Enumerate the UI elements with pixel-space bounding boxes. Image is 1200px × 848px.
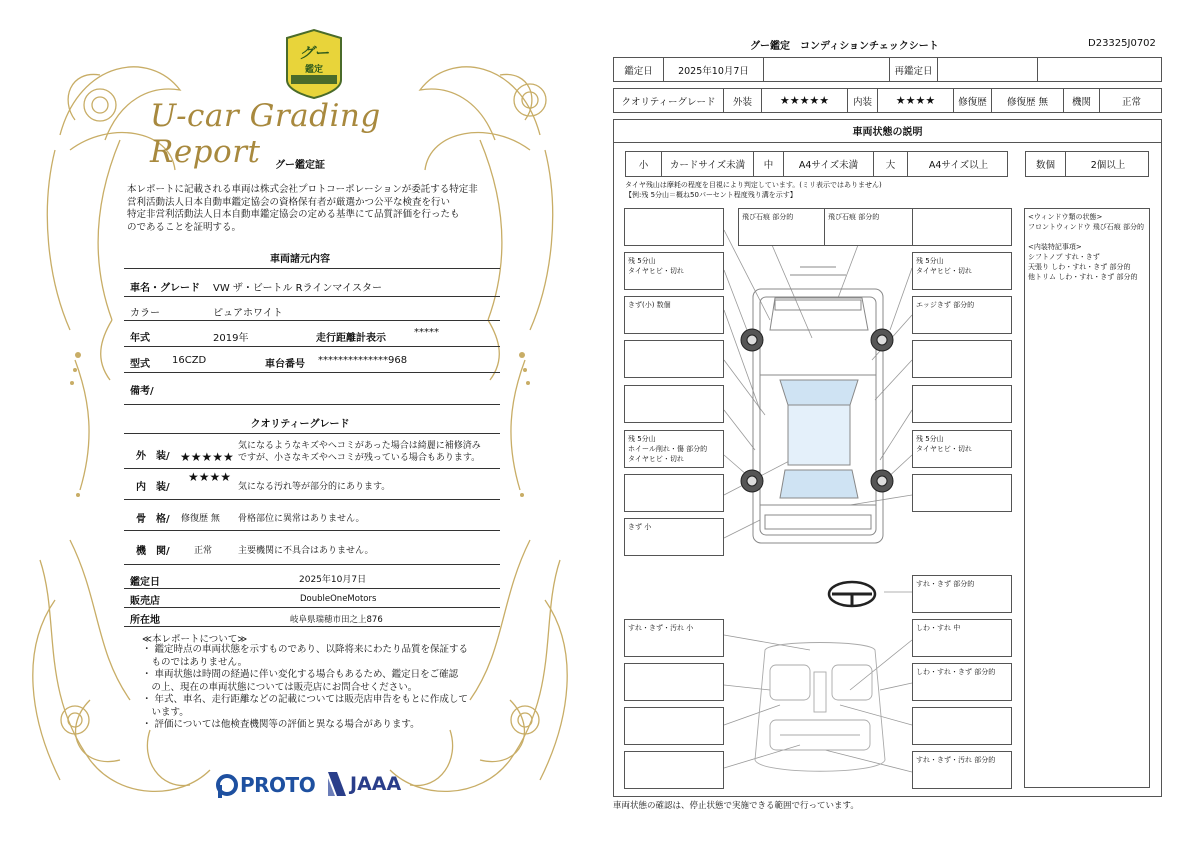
chassis-value: **************968	[318, 355, 408, 366]
legend-large-desc: A4サイズ以上	[928, 160, 989, 171]
legend-count-desc: 2個以上	[1090, 160, 1126, 171]
mark-box	[624, 663, 724, 701]
mark-box	[624, 751, 724, 789]
interior-desc: 気になる汚れ等が部分的にあります。	[238, 482, 391, 492]
color-value: ピュアホワイト	[213, 308, 283, 319]
mark-text: 残 5分山	[916, 435, 944, 443]
engine-value: 正常	[194, 546, 213, 556]
tire-note-line: 【例:残 5分山＝概ね50パーセント程度残り溝を示す】	[625, 191, 797, 199]
side-note-line: フロントウィンドウ 飛び石痕 部分的	[1028, 223, 1145, 231]
note-line: ・ 年式、車名、走行距離などの記載については販売店申告をもとに作成して	[142, 694, 468, 705]
frame-label: 骨 格/	[136, 514, 170, 525]
badge-sub-text: 鑑定	[304, 65, 323, 75]
side-note-line: 他トリム しわ・すれ・きず 部分的	[1028, 273, 1138, 281]
legend-count: 数個	[1026, 152, 1066, 176]
intro-line: のであることを証明する。	[127, 221, 242, 233]
sheet-interior-stars: ★★★★	[878, 89, 954, 112]
mileage-value: *****	[414, 327, 439, 338]
mark-text: ホイール削れ・傷 部分的	[628, 445, 708, 453]
tire-note-line: タイヤ残山は摩耗の程度を目視により判定しています。(ミリ表示ではありません)	[625, 181, 882, 189]
certificate-heading: グー鑑定証	[275, 160, 325, 171]
mark-box-right-edge	[912, 296, 1012, 334]
legend-medium: 中	[754, 152, 784, 176]
mark-text: タイヤヒビ・切れ	[628, 267, 684, 275]
note-line: ・ 評価については他検査機関等の評価と異なる場合があります。	[142, 719, 420, 730]
sheet-title: グー鑑定 コンディションチェックシート	[750, 41, 939, 52]
model-label: 型式	[130, 359, 150, 370]
side-notes	[1024, 208, 1150, 788]
exterior-desc-line: ですが、小さなキズやヘコミが残っている場合もあります。	[238, 453, 481, 463]
remarks-label: 備考/	[130, 386, 154, 397]
doc-id: D23325J0702	[1088, 38, 1156, 49]
spec-heading: 車両諸元内容	[270, 254, 330, 265]
engine-desc: 主要機関に不具合はありません。	[238, 546, 374, 556]
mark-text: きず 小	[628, 523, 652, 531]
mark-text: しわ・すれ 中	[916, 624, 961, 632]
report-script-title: U-car Grading Report	[150, 98, 381, 170]
sheet-date-value: 2025年10月7日	[664, 58, 764, 81]
exterior-desc	[238, 440, 481, 464]
notes-list	[142, 644, 492, 732]
location-value: 岐阜県瑞穂市田之上876	[290, 615, 383, 625]
side-note-line	[1028, 232, 1146, 242]
mark-box-left-tire-front	[624, 252, 724, 290]
color-label: カラー	[130, 308, 160, 319]
note-line: の上、現在の車両状態については販売店にお問合せください。	[142, 681, 418, 693]
jaaa-logo-text: JAAA	[350, 773, 402, 795]
sheet-footer: 車両状態の確認は、停止状態で実施できる範囲で行っています。	[613, 801, 859, 811]
notes-heading: ≪本レポートについて≫	[142, 634, 248, 645]
sheet-date-label: 鑑定日	[614, 58, 664, 81]
date-label: 鑑定日	[130, 577, 160, 588]
exterior-stars: ★★★★★	[180, 450, 234, 464]
sheet-engine-label: 機関	[1064, 89, 1100, 112]
frame-desc: 骨格部位に異常はありません。	[238, 514, 365, 524]
jaaa-logo-icon	[326, 770, 348, 798]
mark-box	[912, 340, 1012, 378]
mark-box-front-right-top	[824, 208, 924, 246]
location-label: 所在地	[130, 615, 160, 626]
mileage-label: 走行距離計表示	[316, 333, 386, 344]
repair-label: 修復歴	[954, 89, 992, 112]
side-note-line: シフトノブ すれ・きず	[1028, 253, 1100, 261]
intro-line: 営利活動法人日本自動車鑑定協会の資格保有者が厳選かつ公平な検査を行い	[127, 196, 451, 208]
name-value: VW ザ・ビートル Rラインマイスター	[213, 283, 383, 294]
sheet-exterior-stars: ★★★★★	[762, 89, 848, 112]
interior-label: 内 装/	[136, 482, 170, 493]
year-label: 年式	[130, 333, 150, 344]
certificate-intro	[127, 184, 495, 234]
dealer-label: 販売店	[130, 596, 160, 607]
exterior-label: 外 装/	[136, 451, 170, 462]
mark-box	[912, 208, 1012, 246]
mark-box-left-rear	[624, 518, 724, 556]
frame-value: 修復歴 無	[181, 514, 220, 524]
engine-label: 機 関/	[136, 546, 170, 557]
mark-box-seat-right-bottom	[912, 751, 1012, 789]
sheet-exterior-label: 外装	[724, 89, 762, 112]
mark-box	[624, 208, 724, 246]
note-line: います。	[142, 706, 189, 718]
note-line: ものではありません。	[142, 656, 248, 668]
mark-text: すれ・きず 部分的	[916, 580, 975, 588]
mark-text: すれ・きず・汚れ 小	[628, 624, 694, 632]
date-value: 2025年10月7日	[299, 575, 367, 585]
mark-box	[624, 340, 724, 378]
legend-large: 大	[874, 152, 908, 176]
intro-line: 特定非営利活動法人日本自動車鑑定協会の定める基準にて品質評価を行ったも	[127, 209, 460, 220]
model-value: 16CZD	[172, 355, 207, 366]
mark-text: 残 5分山	[916, 257, 944, 265]
proto-logo-icon	[214, 772, 240, 798]
mark-box-seat-right-1	[912, 619, 1012, 657]
proto-logo-text: PROTO	[240, 773, 316, 797]
grade-label: クオリティーグレード	[614, 89, 724, 112]
mark-text: しわ・すれ・きず 部分的	[916, 668, 996, 676]
intro-line: 本レポートに記載される車両は株式会社プロトコーポレーションが委託する特定非	[127, 184, 478, 195]
exterior-desc-line: 気になるようなキズやヘコミがあった場合は綺麗に補修済み	[238, 441, 481, 451]
mark-box	[912, 707, 1012, 745]
mark-box	[624, 385, 724, 423]
mark-text: 飛び石痕 部分的	[742, 213, 794, 221]
condition-check-sheet	[600, 0, 1200, 848]
condition-heading: 車両状態の説明	[613, 119, 1162, 143]
mark-text: タイヤヒビ・切れ	[916, 267, 972, 275]
legend-medium-desc: A4サイズ未満	[784, 152, 874, 176]
side-note-line: <ウィンドウ類の状態>	[1028, 213, 1103, 221]
interior-stars: ★★★★	[188, 470, 232, 484]
mark-box-right-tire-rear	[912, 430, 1012, 468]
dealer-value: DoubleOneMotors	[300, 594, 377, 604]
chassis-label: 車台番号	[265, 359, 305, 370]
mark-text: 残 5分山	[628, 435, 656, 443]
mark-box-left-scratch	[624, 296, 724, 334]
mark-box	[912, 474, 1012, 512]
note-line: ・ 鑑定時点の車両状態を示すものであり、以降将来にわたり品質を保証する	[142, 644, 469, 655]
side-note-line: 天張り しわ・すれ・きず 部分的	[1028, 263, 1131, 271]
mark-text: エッジきず 部分的	[916, 301, 975, 309]
mark-text: 残 5分山	[628, 257, 656, 265]
repair-value: 修復歴 無	[992, 89, 1064, 112]
mark-box-front-left-top	[738, 208, 838, 246]
redate-label: 再鑑定日	[890, 58, 938, 81]
badge-text: グー	[298, 44, 329, 62]
note-line: ・ 車両状態は時間の経過に伴い変化する場合もあるため、鑑定日をご確認	[142, 669, 459, 680]
mark-text: タイヤヒビ・切れ	[916, 445, 972, 453]
legend-small: 小	[626, 152, 662, 176]
quality-heading: クオリティーグレード	[250, 419, 350, 430]
mark-box	[912, 385, 1012, 423]
mark-box-seat-left-top	[624, 619, 724, 657]
mark-text: タイヤヒビ・切れ	[628, 455, 684, 463]
mark-text: きず(小) 数個	[628, 301, 671, 309]
side-note-line: <内装特記事項>	[1028, 243, 1082, 251]
mark-box-left-tire-rear	[624, 430, 724, 468]
steering-wheel-icon	[829, 582, 875, 606]
mark-box-right-tire-front	[912, 252, 1012, 290]
sheet-engine-value: 正常	[1121, 96, 1141, 108]
mark-text: すれ・きず・汚れ 部分的	[916, 756, 996, 764]
mark-box-seat-right-2	[912, 663, 1012, 701]
mark-box	[624, 707, 724, 745]
year-value: 2019年	[213, 333, 249, 344]
name-label: 車名・グレード	[130, 283, 200, 294]
sheet-interior-label: 内装	[848, 89, 878, 112]
mark-text: 飛び石痕 部分的	[828, 213, 880, 221]
legend-small-desc: カードサイズ未満	[662, 152, 754, 176]
mark-box-steering	[912, 575, 1012, 613]
mark-box	[624, 474, 724, 512]
